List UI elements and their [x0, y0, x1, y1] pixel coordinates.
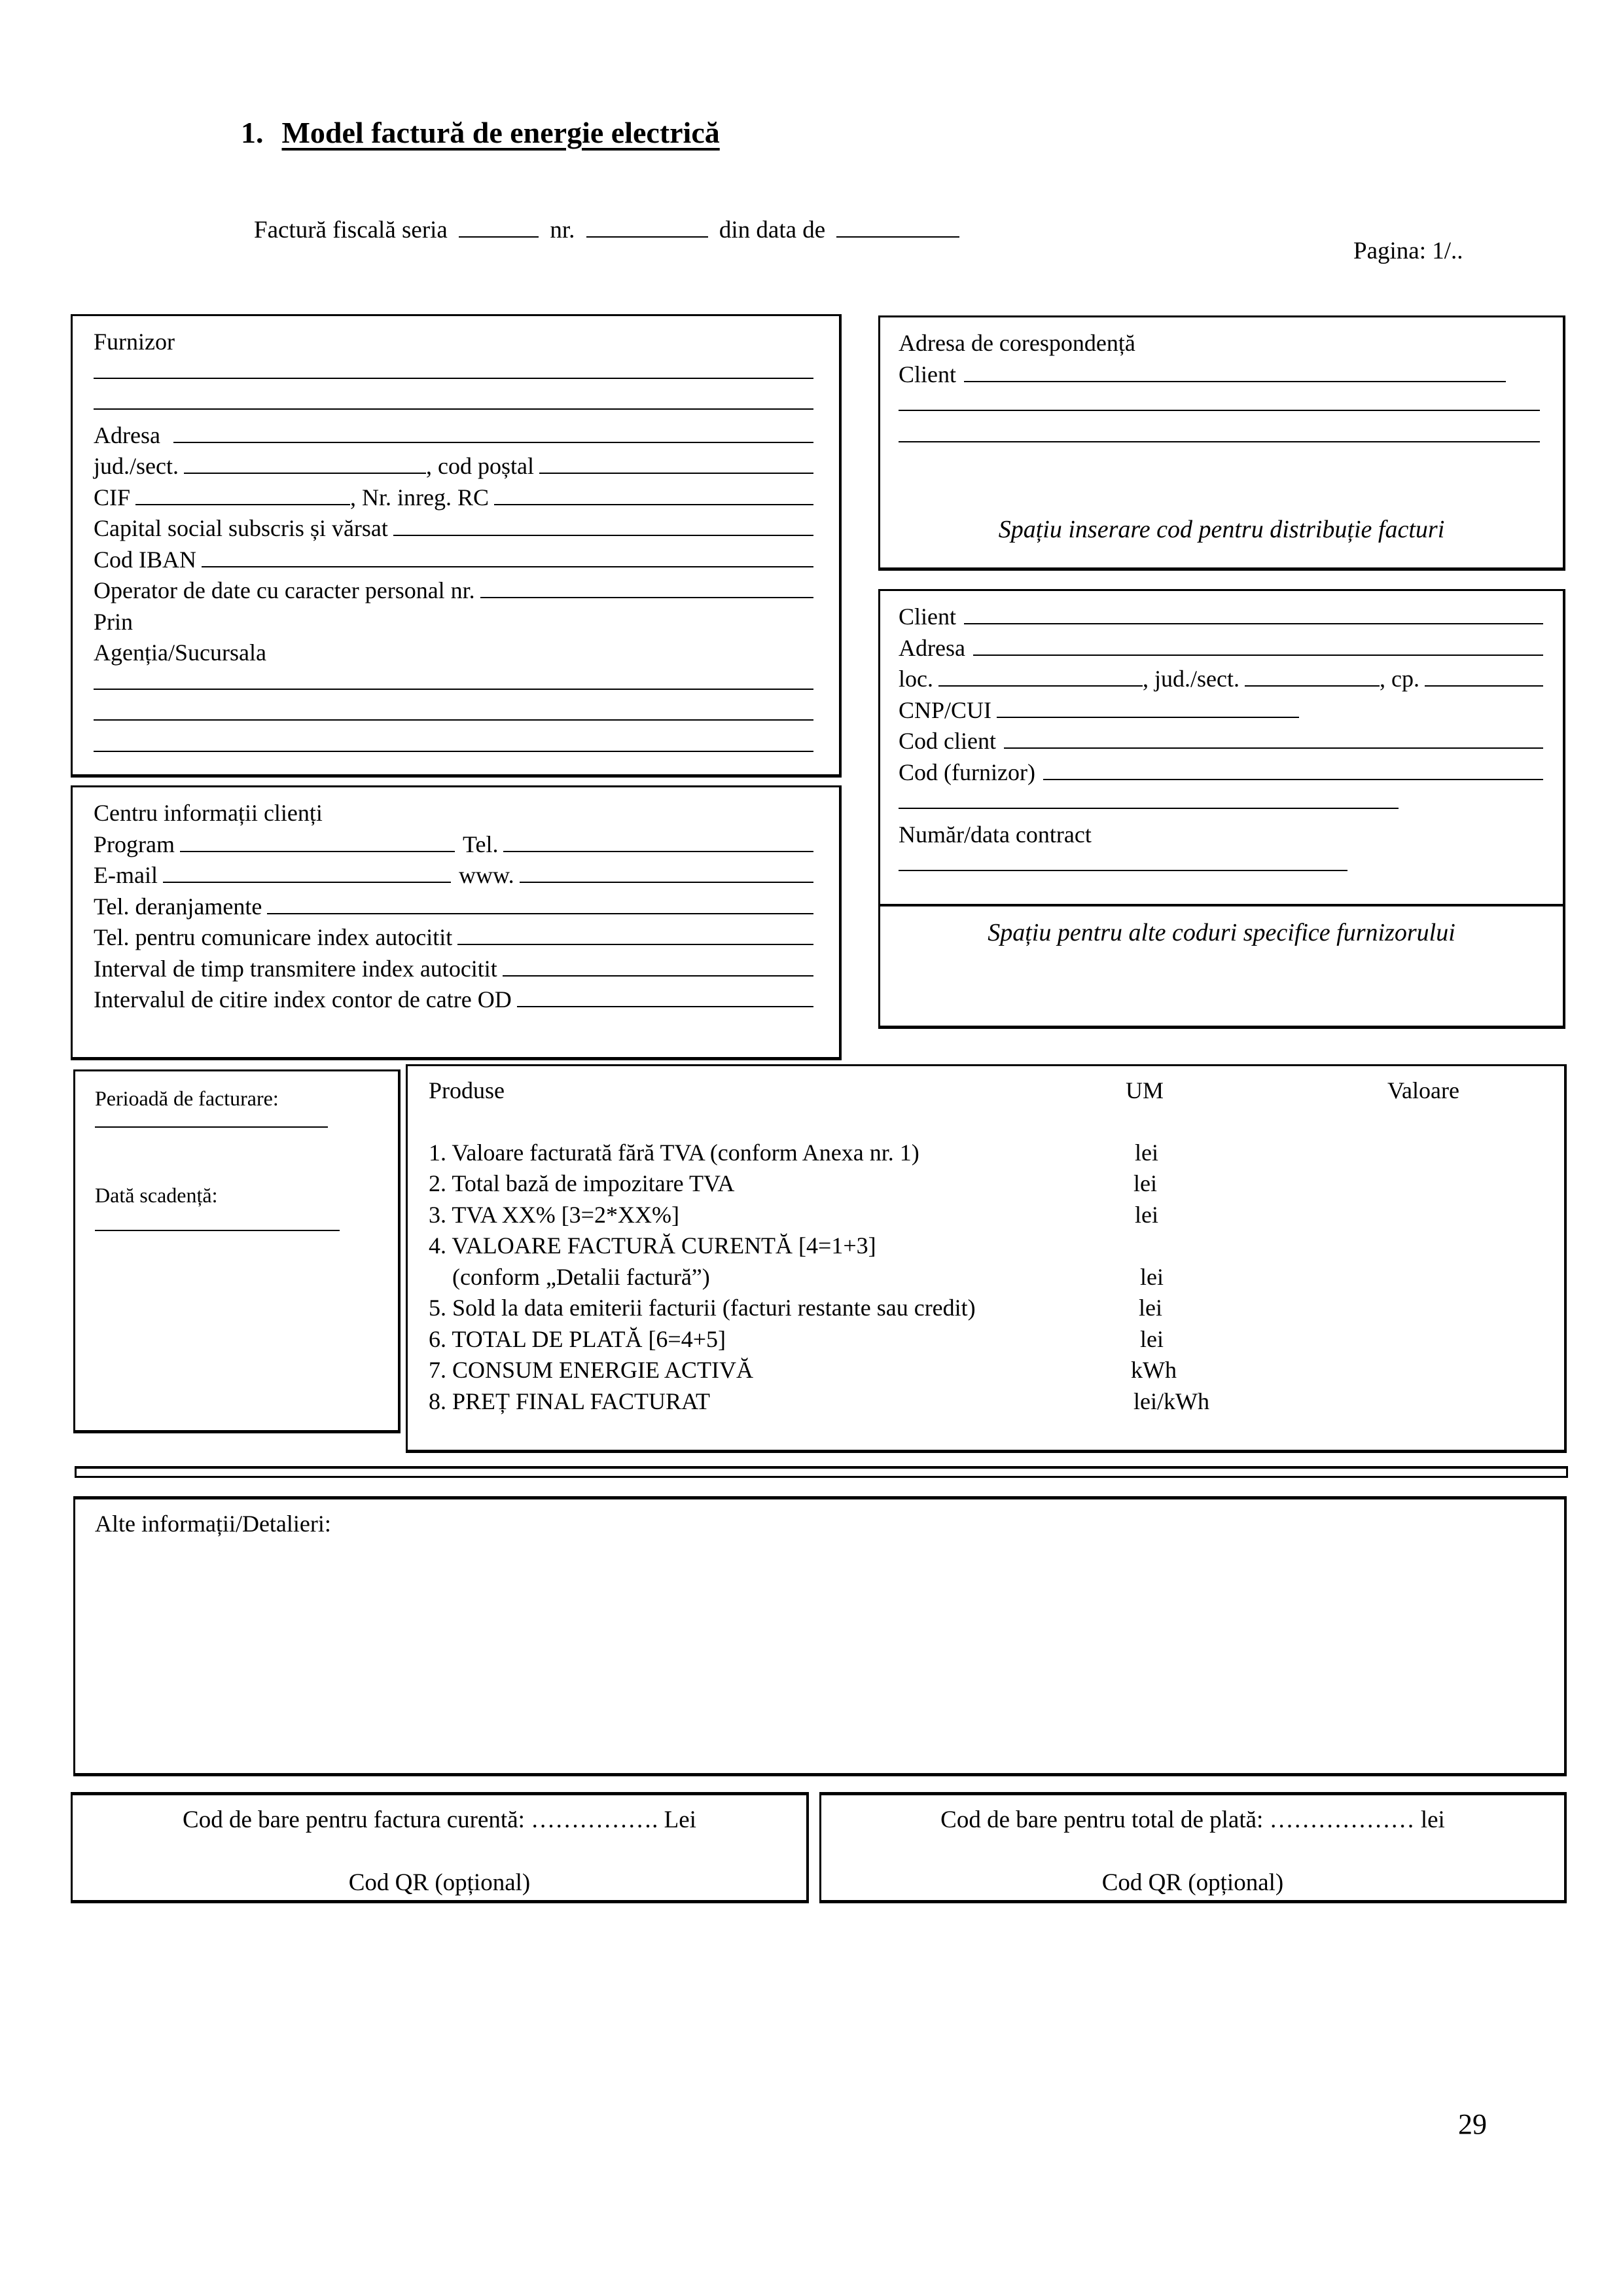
faults-tel-field[interactable]: [267, 893, 813, 914]
supplier-cif-label: CIF: [94, 484, 131, 511]
page-indicator: Pagina: 1/..: [1353, 238, 1463, 264]
supplier-box: [71, 314, 842, 778]
contract-label: Număr/data contract: [899, 821, 1092, 848]
supplier-address-label: Adresa: [94, 422, 160, 448]
page-number: 29: [1458, 2108, 1487, 2140]
supplier-through-label: Prin: [94, 608, 134, 635]
billing-period-field[interactable]: [95, 1126, 328, 1128]
supplier-name-field-1[interactable]: [94, 358, 813, 379]
product-row: 4. VALOARE FACTURĂ CURENTĂ [4=1+3]: [429, 1232, 876, 1259]
meter-read-interval-field[interactable]: [517, 986, 813, 1007]
series-field[interactable]: [459, 217, 539, 238]
client-cnp-label: CNP/CUI: [899, 696, 992, 723]
supplier-iban-label: Cod IBAN: [94, 546, 197, 573]
barcode-current-box: [71, 1792, 809, 1903]
supplier-label: Furnizor: [94, 329, 175, 355]
supplier-agency-field-2[interactable]: [94, 700, 813, 721]
barcode-total-label: Cod de bare pentru total de plată: ……………… lei: [940, 1806, 1445, 1833]
products-header: Produse: [429, 1077, 505, 1103]
supplier-agency-field-1[interactable]: [94, 669, 813, 690]
supplier-code-field[interactable]: [1043, 759, 1543, 780]
email-label: E-mail: [94, 862, 158, 888]
supplier-postal-field[interactable]: [539, 453, 813, 474]
client-cnp-field[interactable]: [997, 697, 1299, 718]
other-info-box: [73, 1496, 1567, 1776]
number-field[interactable]: [586, 217, 708, 238]
series-label: Factură fiscală seria: [254, 217, 448, 243]
product-row: 6. TOTAL DE PLATĂ [6=4+5] lei: [429, 1325, 1164, 1352]
client-address-field[interactable]: [973, 635, 1543, 656]
meter-read-interval-label: Intervalul de citire index contor de catre OD: [94, 986, 512, 1013]
title-text: Model factură de energie electrică: [281, 116, 720, 149]
product-row: 8. PREȚ FINAL FACTURAT lei/kWh: [429, 1388, 1209, 1414]
program-label: Program: [94, 831, 175, 857]
contract-field[interactable]: [899, 850, 1347, 871]
invoice-series-line: [254, 216, 959, 244]
product-row: 5. Sold la data emiterii facturii (facturi restante sau credit) lei: [429, 1295, 1162, 1321]
supplier-code-label: Cod (furnizor): [899, 759, 1035, 785]
self-read-interval-field[interactable]: [503, 956, 813, 977]
due-date-label: Dată scadență:: [95, 1183, 218, 1207]
barcode-total-box: [819, 1792, 1567, 1903]
client-postal-field[interactable]: [1425, 666, 1543, 687]
supplier-capital-label: Capital social subscris și vărsat: [94, 515, 388, 541]
supplier-county-field[interactable]: [184, 453, 426, 474]
um-header: UM: [1126, 1077, 1164, 1103]
client-code-label: Cod client: [899, 728, 996, 754]
www-label: www.: [458, 862, 514, 888]
supplier-rc-field[interactable]: [494, 484, 813, 505]
info-center-label: Centru informații clienți: [94, 800, 323, 826]
barcode-current-label: Cod de bare pentru factura curentă: ……………. Lei: [183, 1806, 696, 1833]
number-label: nr.: [550, 217, 575, 243]
correspondence-box: [878, 315, 1565, 571]
supplier-county-label: jud./sect.: [94, 453, 179, 479]
client-locality-field[interactable]: [938, 666, 1143, 687]
supplier-address-field[interactable]: [173, 422, 813, 443]
product-row: 7. CONSUM ENERGIE ACTIVĂ kWh: [429, 1357, 1177, 1383]
separator-bar: [75, 1466, 1568, 1478]
correspondence-label: Adresa de corespondență: [899, 330, 1135, 356]
tel-field[interactable]: [503, 831, 813, 852]
supplier-postal-label: , cod poștal: [425, 453, 534, 479]
supplier-codes-note: Spațiu pentru alte coduri specifice furnizorului: [988, 919, 1455, 946]
customer-info-center-box: [71, 785, 842, 1060]
supplier-operator-label: Operator de date cu caracter personal nr.: [94, 577, 475, 603]
other-info-label: Alte informații/Detalieri:: [95, 1511, 331, 1537]
products-header-row: [429, 1075, 1554, 1107]
client-county-label: , jud./sect.: [1142, 666, 1240, 692]
value-header: Valoare: [1387, 1077, 1459, 1103]
supplier-agency-label: Agenția/Sucursala: [94, 639, 266, 666]
page-title: [241, 115, 720, 150]
supplier-agency-field-3[interactable]: [94, 731, 813, 752]
supplier-rc-label: , Nr. inreg. RC: [350, 484, 490, 511]
supplier-operator-field[interactable]: [480, 577, 813, 598]
supplier-name-field-2[interactable]: [94, 389, 813, 410]
due-date-field[interactable]: [95, 1230, 340, 1231]
product-row: (conform „Detalii factură”) lei: [429, 1263, 1164, 1290]
correspondence-address-field-2[interactable]: [899, 422, 1540, 442]
email-field[interactable]: [163, 862, 451, 883]
self-read-tel-label: Tel. pentru comunicare index autocitit: [94, 924, 453, 950]
supplier-codes-divider: [880, 904, 1563, 906]
client-label: Client: [899, 603, 956, 630]
product-row: 3. TVA XX% [3=2*XX%] lei: [429, 1201, 1158, 1228]
product-row: 2. Total bază de impozitare TVA lei: [429, 1170, 1157, 1196]
correspondence-address-field-1[interactable]: [899, 390, 1540, 411]
correspondence-client-label: Client: [899, 361, 956, 387]
supplier-code-field-2[interactable]: [899, 788, 1399, 809]
www-field[interactable]: [520, 862, 813, 883]
client-box: [878, 589, 1565, 1029]
supplier-cif-field[interactable]: [135, 484, 350, 505]
client-address-label: Adresa: [899, 634, 965, 661]
faults-tel-label: Tel. deranjamente: [94, 893, 262, 920]
section-number: 1.: [241, 116, 264, 149]
distribution-code-note: Spațiu inserare cod pentru distribuție facturi: [998, 516, 1445, 543]
self-read-tel-field[interactable]: [457, 924, 813, 945]
billing-period-box: [73, 1069, 401, 1433]
client-locality-label: loc.: [899, 666, 933, 692]
client-code-field[interactable]: [1004, 728, 1543, 749]
client-field[interactable]: [964, 603, 1543, 624]
date-field[interactable]: [836, 217, 959, 238]
qr-left-label: Cod QR (opțional): [348, 1869, 531, 1896]
client-county-field[interactable]: [1245, 666, 1380, 687]
tel-label: Tel.: [462, 831, 499, 857]
supplier-iban-field[interactable]: [202, 547, 813, 567]
correspondence-client-field[interactable]: [964, 361, 1506, 382]
product-row: 1. Valoare facturată fără TVA (conform Anexa nr. 1) lei: [429, 1139, 1158, 1166]
self-read-interval-label: Interval de timp transmitere index autocitit: [94, 955, 497, 982]
supplier-capital-field[interactable]: [393, 515, 813, 536]
billing-period-label: Perioadă de facturare:: [95, 1086, 279, 1110]
client-postal-label: , cp.: [1379, 666, 1419, 692]
date-label: din data de: [719, 217, 826, 243]
products-box: [406, 1064, 1567, 1453]
program-field[interactable]: [180, 831, 455, 852]
qr-right-label: Cod QR (opțional): [1101, 1869, 1284, 1896]
